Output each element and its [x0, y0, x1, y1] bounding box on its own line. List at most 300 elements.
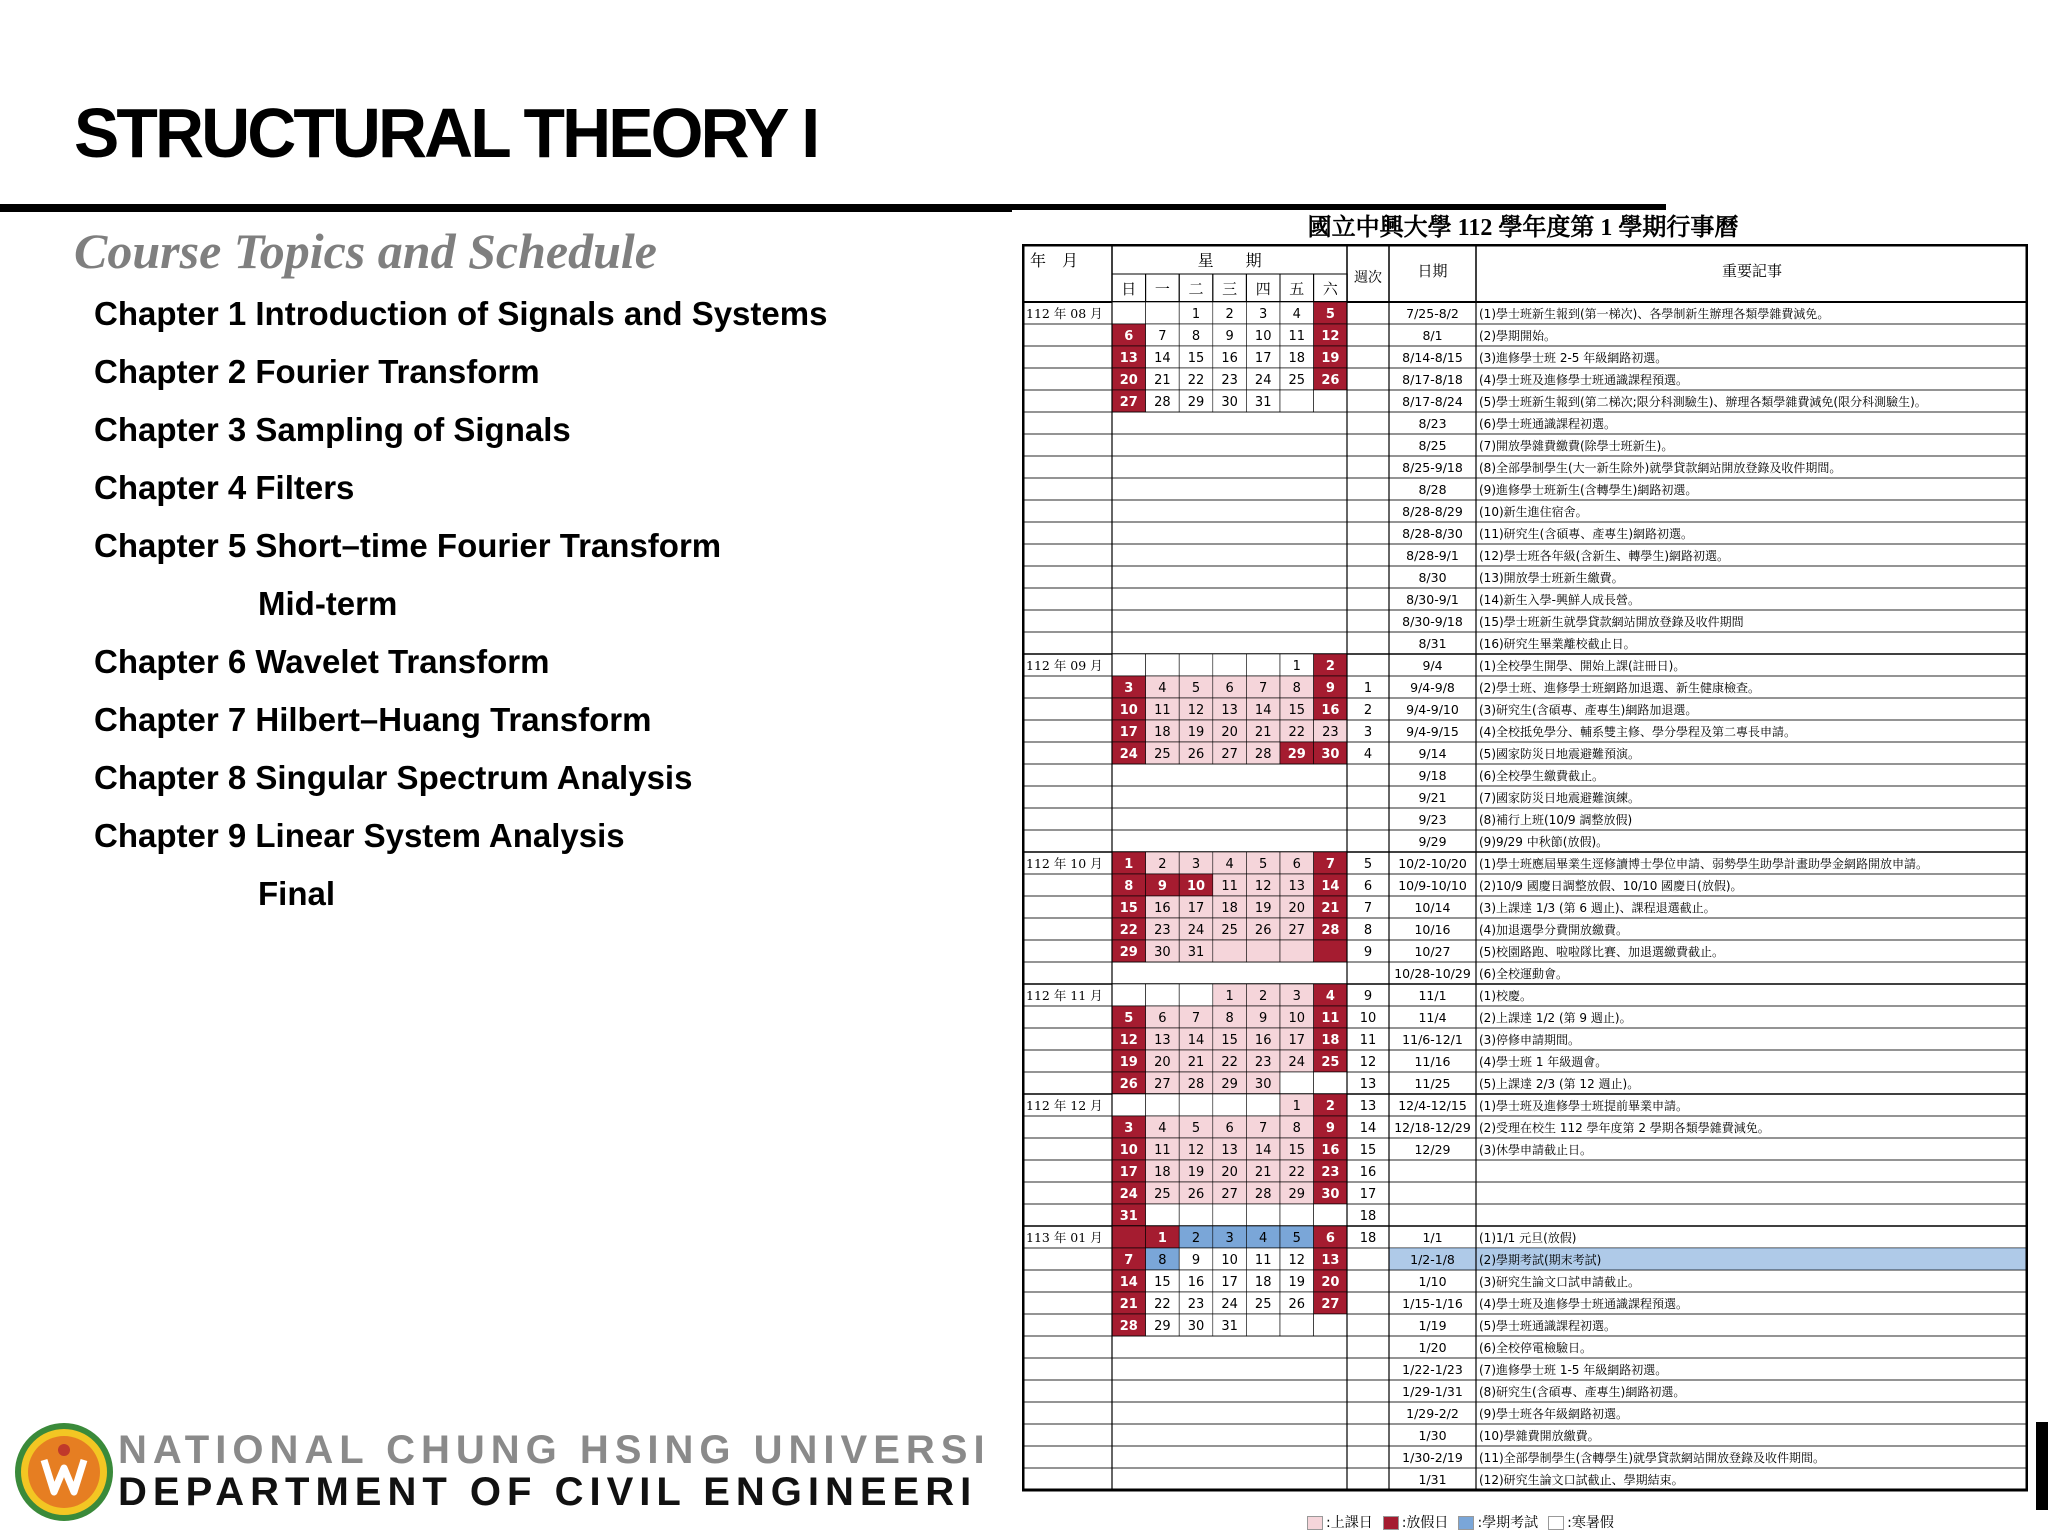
calendar-day-cell [1213, 1094, 1247, 1116]
event-text: (4)學士班及進修學士班通識課程預選。 [1479, 1297, 1688, 1311]
event-date: 1/15-1/16 [1402, 1296, 1463, 1311]
calendar-day-number: 31 [1119, 1209, 1138, 1224]
calendar-day-number: 7 [1124, 1253, 1134, 1268]
event-date: 1/30 [1418, 1428, 1447, 1443]
month-label: 112 年 09 月 [1026, 658, 1103, 673]
event-text: (3)上課達 1/3 (第 6 週止)、課程退選截止。 [1479, 901, 1716, 915]
calendar-day-number: 7 [1191, 1011, 1201, 1026]
calendar-day-number: 27 [1221, 1187, 1238, 1202]
event-text: (7)開放學雜費繳費(除學士班新生)。 [1479, 439, 1674, 453]
week-number: 17 [1359, 1187, 1377, 1202]
calendar-day-number: 5 [1191, 681, 1201, 696]
calendar-day-number: 1 [1191, 307, 1201, 322]
calendar-day-number: 2 [1259, 989, 1268, 1004]
calendar-day-number: 15 [1119, 901, 1138, 916]
legend-label: :放假日 [1401, 1515, 1449, 1531]
calendar-day-number: 4 [1325, 989, 1335, 1004]
calendar-day-number: 16 [1154, 901, 1171, 916]
topic-item: Chapter 6 Wavelet Transform [94, 643, 550, 680]
calendar-day-number: 28 [1187, 1077, 1205, 1092]
event-date: 8/28-8/29 [1402, 504, 1463, 519]
legend-swatch [1307, 1516, 1323, 1530]
calendar-day-number: 5 [1259, 857, 1268, 872]
event-text: (1)全校學生開學、開始上課(註冊日)。 [1479, 659, 1686, 673]
event-text: (5)校園路跑、啦啦隊比賽、加退選繳費截止。 [1479, 945, 1724, 959]
event-text: (8)補行上班(10/9 調整放假) [1479, 813, 1633, 827]
topic-item: Chapter 1 Introduction of Signals and Systems [94, 295, 828, 332]
page-edge-bar [2036, 1422, 2048, 1510]
event-text: (4)加退選學分費開放繳費。 [1479, 923, 1628, 937]
event-text: (3)研究生(含碩專、產專生)網路加退選。 [1479, 703, 1698, 717]
header-day: 一 [1154, 280, 1170, 298]
calendar-day-number: 3 [1124, 1121, 1134, 1136]
calendar-day-number: 25 [1321, 1055, 1340, 1070]
topic-item: Final [258, 875, 336, 912]
calendar-day-cell [1246, 1314, 1280, 1336]
calendar-day-number: 29 [1119, 945, 1138, 960]
event-date: 12/4-12/15 [1398, 1098, 1467, 1113]
event-date: 8/1 [1422, 328, 1443, 343]
event-date: 11/6-12/1 [1402, 1032, 1463, 1047]
event-text: (2)上課達 1/2 (第 9 週止)。 [1479, 1011, 1632, 1025]
week-number: 10 [1359, 1011, 1377, 1026]
calendar-day-cell [1179, 1204, 1213, 1226]
calendar-day-number: 15 [1221, 1033, 1238, 1048]
event-text: (5)國家防災日地震避難預演。 [1479, 747, 1640, 761]
calendar-day-number: 9 [1191, 1253, 1201, 1268]
calendar-day-number: 28 [1321, 923, 1340, 938]
calendar-day-number: 1 [1292, 659, 1301, 674]
header-day: 五 [1289, 280, 1305, 298]
legend-swatch [1383, 1516, 1399, 1530]
calendar-day-cell [1314, 1204, 1348, 1226]
calendar-day-cell [1280, 940, 1314, 962]
calendar-day-number: 13 [1288, 879, 1306, 894]
event-text: (2)學期考試(期末考試) [1479, 1253, 1602, 1267]
calendar-day-number: 5 [1292, 1231, 1301, 1246]
event-date: 8/31 [1418, 636, 1447, 651]
calendar-day-number: 20 [1321, 1275, 1340, 1290]
event-text: (6)全校停電檢驗日。 [1479, 1341, 1592, 1355]
calendar-day-number: 6 [1158, 1011, 1167, 1026]
calendar-day-cell [1280, 1072, 1314, 1094]
week-number: 1 [1363, 681, 1373, 696]
event-date: 10/16 [1414, 922, 1451, 937]
legend-swatch [1458, 1516, 1474, 1530]
calendar-day-number: 5 [1191, 1121, 1201, 1136]
calendar-day-number: 29 [1221, 1077, 1238, 1092]
event-text: (9)學士班各年級網路初選。 [1479, 1407, 1628, 1421]
week-number: 6 [1363, 879, 1373, 894]
week-number: 9 [1363, 945, 1373, 960]
calendar-day-number: 6 [1124, 329, 1134, 344]
event-date: 8/28-9/1 [1406, 548, 1459, 563]
event-date: 11/16 [1414, 1054, 1451, 1069]
calendar-day-cell [1280, 1204, 1314, 1226]
calendar-day-number: 1 [1124, 857, 1134, 872]
topic-item: Chapter 7 Hilbert–Huang Transform [94, 701, 652, 738]
calendar-day-number: 14 [1154, 351, 1171, 366]
calendar-day-number: 29 [1287, 747, 1306, 762]
calendar-day-number: 5 [1325, 307, 1335, 322]
calendar-day-number: 23 [1221, 373, 1238, 388]
calendar-day-number: 18 [1154, 1165, 1171, 1180]
calendar-day-number: 10 [1288, 1011, 1306, 1026]
week-number: 14 [1359, 1121, 1377, 1136]
week-number: 18 [1359, 1231, 1377, 1246]
calendar-day-cell [1112, 302, 1146, 324]
calendar-day-cell [1179, 984, 1213, 1006]
event-text: (1)學士班及進修學士班提前畢業申請。 [1479, 1099, 1688, 1113]
calendar-day-cell [1246, 654, 1280, 676]
calendar-day-number: 18 [1221, 901, 1238, 916]
calendar-day-number: 23 [1154, 923, 1171, 938]
calendar-day-number: 28 [1119, 1319, 1138, 1334]
calendar-day-number: 24 [1187, 923, 1205, 938]
calendar-day-number: 4 [1158, 681, 1167, 696]
calendar-day-cell [1146, 984, 1180, 1006]
calendar-day-number: 14 [1254, 703, 1272, 718]
event-date: 1/30-2/19 [1402, 1450, 1463, 1465]
event-date: 9/14 [1418, 746, 1447, 761]
calendar-day-number: 3 [1292, 989, 1301, 1004]
calendar-day-number: 19 [1321, 351, 1340, 366]
calendar-day-number: 27 [1288, 923, 1306, 938]
calendar-day-cell [1112, 984, 1146, 1006]
calendar-day-number: 10 [1119, 1143, 1138, 1158]
calendar-day-number: 22 [1119, 923, 1138, 938]
event-text: (2)學士班、進修學士班網路加退選、新生健康檢查。 [1479, 681, 1761, 695]
calendar-day-number: 8 [1225, 1011, 1234, 1026]
calendar-day-number: 12 [1119, 1033, 1138, 1048]
legend-label: :學期考試 [1477, 1515, 1539, 1531]
calendar-day-cell [1246, 940, 1280, 962]
event-date: 1/29-1/31 [1402, 1384, 1463, 1399]
calendar-day-number: 28 [1254, 747, 1272, 762]
event-date: 8/17-8/24 [1402, 394, 1463, 409]
calendar-day-number: 30 [1187, 1319, 1205, 1334]
calendar-day-cell [1213, 940, 1247, 962]
legend-label: :寒暑假 [1567, 1515, 1614, 1531]
calendar-day-number: 25 [1254, 1297, 1272, 1312]
calendar-day-number: 24 [1119, 1187, 1138, 1202]
calendar-day-number: 26 [1288, 1297, 1306, 1312]
event-date: 9/4-9/15 [1406, 724, 1459, 739]
calendar-day-number: 6 [1225, 1121, 1234, 1136]
week-number: 15 [1359, 1143, 1377, 1158]
topic-item: Chapter 4 Filters [94, 469, 355, 506]
calendar-day-number: 14 [1321, 879, 1340, 894]
calendar-day-number: 24 [1288, 1055, 1306, 1070]
calendar-day-number: 20 [1221, 1165, 1238, 1180]
event-text: (1)學士班新生報到(第一梯次)、各學制新生辦理各類學雜費減免。 [1479, 307, 1830, 321]
event-text: (3)休學申請截止日。 [1479, 1143, 1592, 1157]
calendar-day-number: 7 [1259, 1121, 1268, 1136]
calendar-day-number: 25 [1154, 747, 1171, 762]
calendar-day-number: 26 [1321, 373, 1340, 388]
department-name: DEPARTMENT OF CIVIL ENGINEERI [118, 1470, 978, 1514]
calendar-day-number: 16 [1321, 1143, 1340, 1158]
calendar-day-number: 4 [1292, 307, 1301, 322]
calendar-day-number: 21 [1254, 1165, 1272, 1180]
calendar-day-number: 15 [1154, 1275, 1171, 1290]
event-text: (7)國家防災日地震避難演練。 [1479, 791, 1640, 805]
calendar-legend [1297, 1512, 1614, 1532]
calendar-day-cell [1146, 302, 1180, 324]
calendar-day-number: 10 [1186, 879, 1206, 894]
calendar-day-number: 2 [1191, 1231, 1201, 1246]
calendar-day-number: 22 [1187, 373, 1205, 388]
calendar-day-number: 30 [1154, 945, 1171, 960]
calendar-day-cell [1146, 1204, 1180, 1226]
event-date: 11/4 [1418, 1010, 1447, 1025]
calendar-day-cell [1146, 654, 1180, 676]
calendar-day-number: 28 [1254, 1187, 1272, 1202]
calendar-day-number: 15 [1288, 1143, 1306, 1158]
calendar-day-cell [1314, 1314, 1348, 1336]
event-date: 10/27 [1414, 944, 1451, 959]
calendar-day-number: 2 [1158, 857, 1167, 872]
calendar-day-number: 4 [1225, 857, 1234, 872]
event-date: 9/18 [1418, 768, 1447, 783]
topic-item: Chapter 8 Singular Spectrum Analysis [94, 759, 693, 796]
event-text: (5)上課達 2/3 (第 12 週止)。 [1479, 1077, 1640, 1091]
week-number: 11 [1359, 1033, 1377, 1048]
calendar-day-number: 27 [1221, 747, 1238, 762]
event-text: (7)進修學士班 1-5 年級網路初選。 [1479, 1363, 1668, 1377]
calendar-day-number: 21 [1254, 725, 1272, 740]
calendar-day-number: 2 [1225, 307, 1234, 322]
event-date: 9/4-9/10 [1406, 702, 1459, 717]
event-text: (2)學期開始。 [1479, 329, 1556, 343]
header-day: 日 [1121, 280, 1137, 298]
calendar-day-number: 30 [1321, 1187, 1340, 1202]
calendar-day-number: 17 [1119, 725, 1138, 740]
calendar-day-number: 14 [1119, 1275, 1138, 1290]
week-number: 3 [1363, 725, 1373, 740]
calendar-day-number: 20 [1288, 901, 1306, 916]
topic-item: Mid-term [258, 585, 398, 622]
event-text: (13)開放學士班新生繳費。 [1479, 571, 1624, 585]
calendar-day-number: 13 [1221, 703, 1238, 718]
event-text: (10)學雜費開放繳費。 [1479, 1429, 1600, 1443]
calendar-day-number: 5 [1124, 1011, 1134, 1026]
calendar-day-number: 21 [1187, 1055, 1205, 1070]
event-text: (9)進修學士班新生(含轉學生)網路初選。 [1479, 483, 1698, 497]
week-number: 13 [1359, 1077, 1377, 1092]
header-week-days: 星 期 [1197, 251, 1262, 270]
week-number: 7 [1363, 901, 1373, 916]
calendar-day-number: 8 [1158, 1253, 1167, 1268]
calendar-day-number: 23 [1254, 1055, 1272, 1070]
university-name: NATIONAL CHUNG HSING UNIVERSI [118, 1428, 991, 1472]
event-date: 8/30 [1418, 570, 1447, 585]
calendar-day-cell [1314, 1072, 1348, 1094]
event-text: (4)全校抵免學分、輔系雙主修、學分學程及第二專長申請。 [1479, 725, 1797, 739]
calendar-day-cell [1314, 390, 1348, 412]
calendar-day-cell [1179, 1094, 1213, 1116]
calendar-day-number: 27 [1321, 1297, 1340, 1312]
calendar-day-number: 6 [1325, 1231, 1335, 1246]
calendar-day-number: 8 [1124, 879, 1134, 894]
event-text: (14)新生入學-興鮮人成長營。 [1479, 593, 1640, 607]
calendar-day-number: 9 [1259, 1011, 1268, 1026]
header-day: 三 [1222, 280, 1238, 298]
month-label: 112 年 10 月 [1026, 856, 1103, 871]
calendar-day-number: 31 [1221, 1319, 1238, 1334]
slide-subtitle: Course Topics and Schedule [74, 223, 657, 279]
calendar-table [1022, 244, 2028, 1492]
calendar-day-number: 30 [1221, 395, 1238, 410]
calendar-day-number: 1 [1225, 989, 1234, 1004]
calendar-day-number: 24 [1221, 1297, 1238, 1312]
calendar-day-number: 11 [1154, 703, 1171, 718]
calendar-day-number: 31 [1187, 945, 1205, 960]
event-text: (12)學士班各年級(含新生、轉學生)網路初選。 [1479, 549, 1729, 563]
calendar-day-number: 17 [1254, 351, 1272, 366]
calendar-day-number: 13 [1321, 1253, 1340, 1268]
calendar-day-number: 23 [1322, 725, 1339, 740]
calendar-day-number: 22 [1221, 1055, 1238, 1070]
calendar-day-cell [1246, 1094, 1280, 1116]
calendar-day-number: 17 [1119, 1165, 1138, 1180]
event-date: 8/25 [1418, 438, 1447, 453]
event-date: 1/29-2/2 [1406, 1406, 1459, 1421]
calendar-day-number: 19 [1119, 1055, 1138, 1070]
calendar-day-number: 15 [1187, 351, 1205, 366]
event-date: 8/23 [1418, 416, 1447, 431]
event-text: (5)學士班新生報到(第二梯次;限分科測驗生)、辦理各類學雜費減免(限分科測驗生)。 [1479, 395, 1927, 409]
calendar-day-number: 29 [1187, 395, 1205, 410]
calendar-day-number: 15 [1288, 703, 1306, 718]
calendar-day-number: 12 [1321, 329, 1340, 344]
calendar-day-number: 10 [1221, 1253, 1238, 1268]
event-text: (15)學士班新生就學貸款網站開放登錄及收件期間 [1479, 615, 1744, 629]
event-text: (5)學士班通識課程初選。 [1479, 1319, 1616, 1333]
event-date: 1/19 [1418, 1318, 1447, 1333]
calendar-day-number: 25 [1288, 373, 1306, 388]
header-day: 四 [1255, 280, 1271, 298]
calendar-day-number: 22 [1288, 725, 1306, 740]
event-text: (12)研究生論文口試截止、學期結束。 [1479, 1473, 1684, 1487]
calendar-day-number: 19 [1288, 1275, 1306, 1290]
legend-swatch [1548, 1516, 1564, 1530]
calendar-day-number: 3 [1259, 307, 1268, 322]
calendar-day-number: 29 [1154, 1319, 1171, 1334]
calendar-day-number: 26 [1187, 1187, 1205, 1202]
slide-title: STRUCTURAL THEORY I [74, 94, 818, 172]
calendar-day-number: 14 [1254, 1143, 1272, 1158]
calendar-day-cell [1112, 1226, 1146, 1248]
event-date: 1/20 [1418, 1340, 1447, 1355]
calendar-day-number: 19 [1254, 901, 1272, 916]
calendar-day-number: 7 [1325, 857, 1335, 872]
calendar-day-number: 25 [1154, 1187, 1171, 1202]
topic-item: Chapter 2 Fourier Transform [94, 353, 540, 390]
calendar-day-number: 16 [1321, 703, 1340, 718]
event-date: 10/2-10/20 [1398, 856, 1467, 871]
event-date: 8/28 [1418, 482, 1447, 497]
calendar-day-number: 19 [1187, 1165, 1205, 1180]
calendar-day-number: 14 [1187, 1033, 1205, 1048]
header-day: 二 [1188, 280, 1204, 298]
topic-item: Chapter 3 Sampling of Signals [94, 411, 571, 448]
calendar-day-number: 16 [1254, 1033, 1272, 1048]
header-year-month: 年 月 [1030, 251, 1079, 270]
calendar-day-number: 23 [1321, 1165, 1340, 1180]
header-date: 日期 [1417, 262, 1448, 280]
calendar-day-number: 1 [1292, 1099, 1301, 1114]
calendar-day-number: 8 [1191, 329, 1201, 344]
calendar-day-cell [1280, 1314, 1314, 1336]
academic-calendar [1012, 210, 2034, 1536]
calendar-day-number: 21 [1119, 1297, 1138, 1312]
week-number: 12 [1359, 1055, 1377, 1070]
event-date: 9/23 [1418, 812, 1447, 827]
event-text: (4)學士班及進修學士班通識課程預選。 [1479, 373, 1688, 387]
calendar-day-number: 20 [1119, 373, 1138, 388]
calendar-day-number: 2 [1325, 659, 1335, 674]
event-date: 10/14 [1414, 900, 1451, 915]
month-label: 112 年 12 月 [1026, 1098, 1103, 1113]
calendar-day-number: 1 [1157, 1231, 1167, 1246]
calendar-day-number: 3 [1191, 857, 1201, 872]
topic-item: Chapter 5 Short–time Fourier Transform [94, 527, 722, 564]
calendar-day-number: 11 [1288, 329, 1306, 344]
event-text: (3)研究生論文口試申請截止。 [1479, 1275, 1640, 1289]
calendar-day-number: 3 [1124, 681, 1134, 696]
calendar-day-number: 12 [1254, 879, 1272, 894]
calendar-day-number: 10 [1254, 329, 1272, 344]
event-text: (16)研究生畢業離校截止日。 [1479, 637, 1636, 651]
calendar-day-number: 24 [1254, 373, 1272, 388]
calendar-day-number: 31 [1254, 395, 1272, 410]
month-label: 112 年 08 月 [1026, 306, 1103, 321]
event-text: (6)全校學生繳費截止。 [1479, 769, 1604, 783]
week-number: 5 [1363, 857, 1373, 872]
event-date: 7/25-8/2 [1406, 306, 1459, 321]
event-date: 9/4-9/8 [1410, 680, 1455, 695]
calendar-day-cell [1112, 1094, 1146, 1116]
event-text: (8)全部學制學生(大一新生除外)就學貸款網站開放登錄及收件期間。 [1479, 461, 1842, 475]
calendar-day-number: 19 [1187, 725, 1205, 740]
week-number: 9 [1363, 989, 1373, 1004]
event-date: 8/30-9/1 [1406, 592, 1459, 607]
event-date: 8/28-8/30 [1402, 526, 1463, 541]
calendar-day-number: 26 [1119, 1077, 1138, 1092]
calendar-day-number: 26 [1254, 923, 1272, 938]
calendar-day-number: 22 [1154, 1297, 1171, 1312]
calendar-day-number: 6 [1292, 857, 1301, 872]
calendar-day-number: 22 [1288, 1165, 1306, 1180]
event-text: (10)新生進住宿舍。 [1479, 505, 1588, 519]
calendar-title: 國立中興大學 112 學年度第 1 學期行事曆 [1307, 215, 1739, 241]
event-date: 9/4 [1422, 658, 1443, 673]
topic-list [94, 288, 827, 926]
calendar-day-number: 9 [1325, 1121, 1335, 1136]
calendar-day-number: 30 [1254, 1077, 1272, 1092]
event-date: 1/31 [1418, 1472, 1447, 1487]
calendar-day-number: 25 [1221, 923, 1238, 938]
week-number: 16 [1359, 1165, 1377, 1180]
calendar-day-cell [1213, 1204, 1247, 1226]
calendar-day-number: 7 [1259, 681, 1268, 696]
event-date: 12/29 [1414, 1142, 1451, 1157]
calendar-day-number: 18 [1254, 1275, 1272, 1290]
calendar-day-number: 13 [1119, 351, 1138, 366]
header-events: 重要記事 [1721, 262, 1783, 280]
event-text: (1)校慶。 [1479, 989, 1532, 1003]
